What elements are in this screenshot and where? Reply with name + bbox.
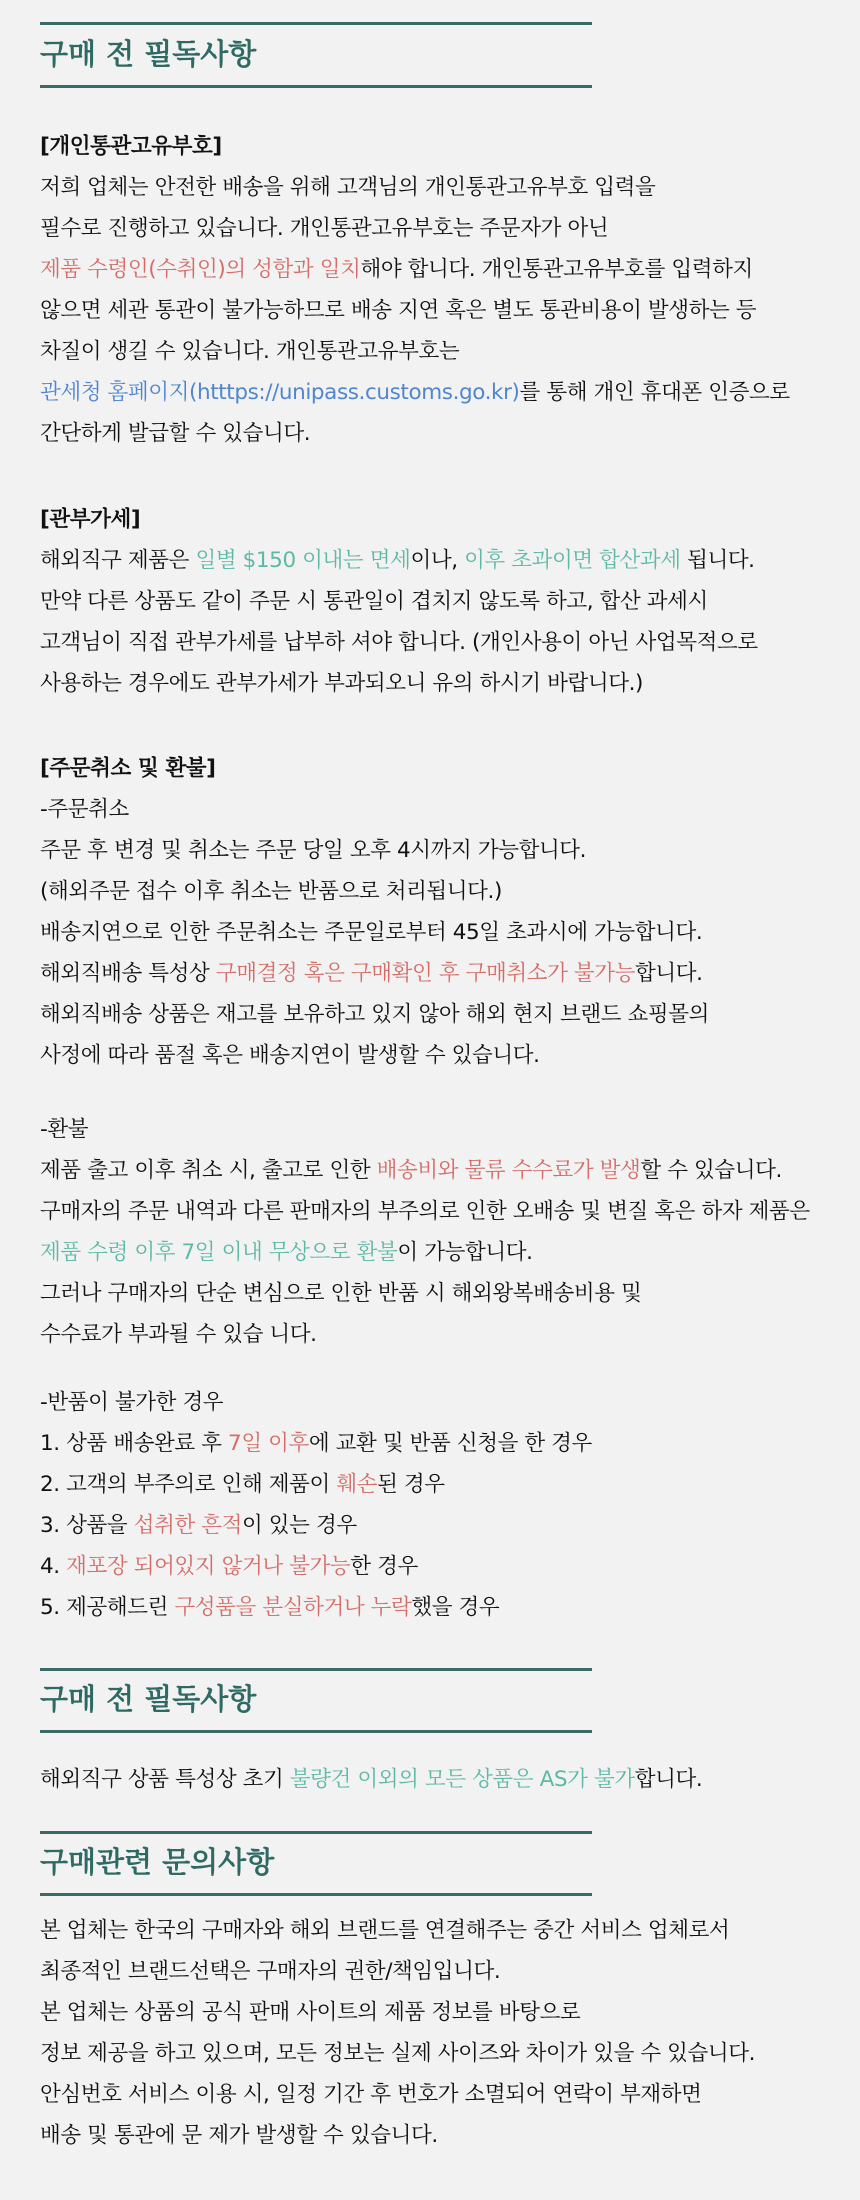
text-span: 이 있는 경우 [241, 1513, 357, 1538]
text-span: 이 가능합니다. [397, 1240, 533, 1265]
text-span: 5. 제공해드린 [40, 1595, 175, 1620]
duty-heading: [관부가세] [40, 507, 141, 532]
red-highlight: 구매결정 혹은 구매확인 후 구매취소가 불가능 [215, 961, 636, 986]
text-line [40, 1150, 860, 1191]
cancel-heading: [주문취소 및 환불] [40, 756, 216, 781]
text-line: 해외직배송 상품은 재고를 보유하고 있지 않아 해외 현지 브랜드 쇼핑몰의 [40, 1002, 709, 1027]
text-line: 본 업체는 한국의 구매자와 해외 브랜드를 연결해주는 중간 서비스 업체로서 [40, 1918, 730, 1943]
text-line: 구매자의 주문 내역과 다른 판매자의 부주의로 인한 오배송 및 변질 혹은 하자 제품은 [40, 1199, 810, 1224]
text-span: 를 통해 개인 휴대폰 인증으로 [519, 380, 790, 405]
text-line: (해외주문 접수 이후 취소는 반품으로 처리됩니다.) [40, 879, 502, 904]
no-return-block [40, 1382, 860, 1628]
text-span: 됩니다. [680, 548, 755, 573]
red-highlight: 훼손 [336, 1472, 378, 1497]
red-highlight: 섭취한 흔적 [133, 1513, 242, 1538]
red-highlight: 7일 이후 [228, 1431, 309, 1456]
text-line: 배송지연으로 인한 주문취소는 주문일로부터 45일 초과시에 가능합니다. [40, 920, 703, 945]
text-line: 수수료가 부과될 수 있습 니다. [40, 1322, 317, 1347]
text-span: 해외직배송 특성상 [40, 961, 216, 986]
text-line: 않으면 세관 통관이 불가능하므로 배송 지연 혹은 별도 통관비용이 발생하는 등 [40, 298, 757, 323]
subheading: -반품이 불가한 경우 [40, 1390, 224, 1415]
text-line: 최종적인 브랜드선택은 구매자의 권한/책임입니다. [40, 1959, 501, 1984]
red-highlight: 배송비와 물류 수수료가 발생 [376, 1158, 641, 1183]
subheading: -주문취소 [40, 797, 129, 822]
text-span: 해야 합니다. 개인통관고유부호를 입력하지 [360, 257, 753, 282]
red-highlight: 구성품을 분실하거나 누락 [174, 1595, 412, 1620]
text-line: 주문 후 변경 및 취소는 주문 당일 오후 4시까지 가능합니다. [40, 838, 587, 863]
customs-id-heading: [개인통관고유부호] [40, 134, 222, 159]
text-line [40, 1232, 860, 1273]
customs-id-block [40, 126, 860, 454]
subheading: -환불 [40, 1117, 89, 1142]
text-span: 할 수 있습니다. [640, 1158, 782, 1183]
list-item [40, 1546, 860, 1587]
text-line: 사정에 따라 품절 혹은 배송지연이 발생할 수 있습니다. [40, 1043, 540, 1068]
list-item [40, 1587, 860, 1628]
inquiry-block [40, 1910, 860, 2156]
text-line: 배송 및 통관에 문 제가 발생할 수 있습니다. [40, 2123, 438, 2148]
text-line: 차질이 생길 수 있습니다. 개인통관고유부호는 [40, 339, 460, 364]
text-line: 간단하게 발급할 수 있습니다. [40, 421, 311, 446]
text-span: 합니다. [634, 1767, 703, 1792]
section-title: 구매 전 필독사항 [40, 1682, 257, 1716]
text-span: 3. 상품을 [40, 1513, 134, 1538]
section-heading-as-notice [40, 1668, 592, 1733]
duty-block [40, 499, 860, 704]
text-span: 해외직구 상품 특성상 초기 [40, 1767, 290, 1792]
text-line: 저희 업체는 안전한 배송을 위해 고객님의 개인통관고유부호 입력을 [40, 175, 656, 200]
text-line: 사용하는 경우에도 관부가세가 부과되오니 유의 하시기 바랍니다.) [40, 671, 643, 696]
text-line [40, 372, 860, 413]
list-item [40, 1464, 860, 1505]
unipass-link[interactable]: 관세청 홈페이지(htttps://unipass.customs.go.kr) [40, 380, 520, 405]
text-span: 한 경우 [350, 1554, 418, 1579]
as-notice-block [40, 1759, 860, 1800]
text-span: 해외직구 제품은 [40, 548, 196, 573]
text-line [40, 953, 860, 994]
text-line: 본 업체는 상품의 공식 판매 사이트의 제품 정보를 바탕으로 [40, 2000, 581, 2025]
text-line: 필수로 진행하고 있습니다. 개인통관고유부호는 주문자가 아닌 [40, 216, 609, 241]
text-span: 제품 출고 이후 취소 시, 출고로 인한 [40, 1158, 377, 1183]
text-line [40, 540, 860, 581]
section-heading-inquiry [40, 1831, 592, 1896]
text-line [40, 249, 860, 290]
text-line: 고객님이 직접 관부가세를 납부하 셔야 합니다. (개인사용이 아닌 사업목적으로 [40, 630, 758, 655]
red-highlight: 제품 수령인(수취인)의 성함과 일치 [40, 257, 361, 282]
green-highlight: 불량건 이외의 모든 상품은 AS가 불가 [289, 1767, 635, 1792]
text-span: 했을 경우 [411, 1595, 500, 1620]
list-item [40, 1505, 860, 1546]
text-span: 4. [40, 1554, 67, 1579]
section-title: 구매관련 문의사항 [40, 1845, 275, 1879]
text-span: 2. 고객의 부주의로 인해 제품이 [40, 1472, 337, 1497]
text-line: 안심번호 서비스 이용 시, 일정 기간 후 번호가 소멸되어 연락이 부재하면 [40, 2082, 702, 2107]
green-highlight: 이후 초과이면 합산과세 [464, 548, 681, 573]
text-span: 된 경우 [377, 1472, 445, 1497]
list-item [40, 1423, 860, 1464]
section-title: 구매 전 필독사항 [40, 37, 257, 71]
text-line [40, 1759, 860, 1800]
text-line: 정보 제공을 하고 있으며, 모든 정보는 실제 사이즈와 차이가 있을 수 있습니다. [40, 2041, 756, 2066]
text-line: 만약 다른 상품도 같이 주문 시 통관일이 겹치지 않도록 하고, 합산 과세시 [40, 589, 708, 614]
text-span: 이나, [410, 548, 465, 573]
section-heading-purchase-notice [40, 22, 592, 88]
red-highlight: 재포장 되어있지 않거나 불가능 [66, 1554, 351, 1579]
text-span: 합니다. [635, 961, 703, 986]
text-span: 1. 상품 배송완료 후 [40, 1431, 229, 1456]
cancel-refund-block [40, 748, 860, 1076]
text-line: 그러나 구매자의 단순 변심으로 인한 반품 시 해외왕복배송비용 및 [40, 1281, 642, 1306]
green-highlight: 일별 $150 이내는 면세 [195, 548, 411, 573]
green-highlight: 제품 수령 이후 7일 이내 무상으로 환불 [40, 1240, 398, 1265]
refund-block [40, 1109, 860, 1355]
text-span: 에 교환 및 반품 신청을 한 경우 [308, 1431, 592, 1456]
